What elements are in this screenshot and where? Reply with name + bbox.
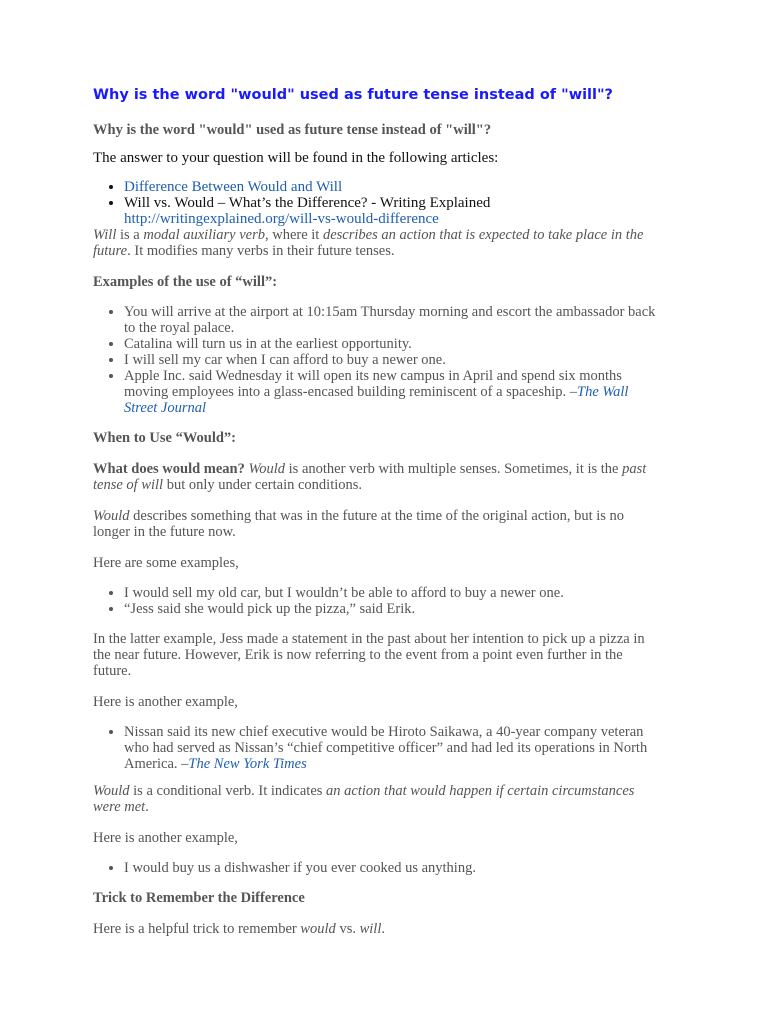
article xyxy=(93,86,663,937)
text-span: Apple Inc. said Wednesday it will open its new campus in April and spend six months moving employees into a glass-encased building reminiscent of a spaceship. – xyxy=(124,368,622,400)
trick-heading: Trick to Remember the Difference xyxy=(93,890,305,906)
article-link-difference[interactable]: Difference Between Would and Will xyxy=(124,179,343,195)
will-word: Will xyxy=(93,227,117,243)
would-word: Would xyxy=(93,508,130,524)
text-span: but only under certain conditions. xyxy=(163,477,363,493)
text-span: Here is a helpful trick to remember xyxy=(93,921,301,937)
question-subtitle: Why is the word "would" used as future tense instead of "will"? xyxy=(93,122,492,138)
nyt-source-link[interactable] xyxy=(188,756,306,772)
will-examples-list xyxy=(93,304,663,416)
modal-term: modal auxiliary verb xyxy=(143,227,265,243)
source-text: The New York Times xyxy=(188,756,307,772)
here-another-example: Here is another example, xyxy=(93,830,238,846)
text-span: is another verb with multiple senses. Sometimes, it is the xyxy=(285,461,623,477)
would-word: Would xyxy=(248,461,286,477)
list-item: • You will arrive at the airport at 10:15am Thursday morning and escort the ambassador back to the royal palace. xyxy=(124,304,663,336)
latter-example-paragraph: In the latter example, Jess made a statement in the past about her intention to pick up a pizza in the near future. However, Erik is now referring to the event from a point even further in the future. xyxy=(93,631,645,679)
page-title: Why is the word "would" used as future tense instead of "will"? xyxy=(93,87,613,103)
examples-will-heading: Examples of the use of “will”: xyxy=(93,274,278,290)
would-describes xyxy=(93,508,663,540)
what-does-would-mean xyxy=(93,461,663,493)
past-tense-phrase: past tense of will xyxy=(93,461,647,493)
would-examples-list xyxy=(93,585,663,617)
list-item xyxy=(124,724,663,772)
will-definition xyxy=(93,227,663,259)
would-word: Would xyxy=(93,783,130,799)
nissan-example-list xyxy=(93,724,663,772)
text-span: , where it xyxy=(264,227,323,243)
list-item: • Catalina will turn us in at the earliest opportunity. xyxy=(124,336,663,352)
trick-paragraph xyxy=(93,921,663,937)
here-some-examples: Here are some examples, xyxy=(93,555,239,571)
will-word: will xyxy=(359,921,382,937)
conditional-paragraph xyxy=(93,783,663,815)
text-span: . xyxy=(381,921,385,937)
article-list xyxy=(93,179,663,227)
text-span: is a xyxy=(116,227,144,243)
text-span: vs. xyxy=(335,921,360,937)
dishwasher-example-list xyxy=(93,860,663,876)
conditional-phrase: an action that would happen if certain circumstances were met xyxy=(93,783,635,815)
text-span: Nissan said its new chief executive would be Hiroto Saikawa, a 40-year company veteran who had served as Nissan’s “chief competitive officer” and had led its operations in North America. – xyxy=(124,724,648,772)
list-item xyxy=(124,195,663,227)
text-span: . xyxy=(145,799,149,815)
article-title-writing-explained: Will vs. Would – What’s the Difference? - Writing Explained xyxy=(124,195,491,211)
describes-phrase: describes an action that is expected to take place in the future xyxy=(93,227,644,259)
text-span: is a conditional verb. It indicates xyxy=(129,783,327,799)
list-item xyxy=(124,368,663,416)
would-word: would xyxy=(300,921,336,937)
answer-intro: The answer to your question will be found in the following articles: xyxy=(93,150,499,166)
when-would-heading: When to Use “Would”: xyxy=(93,430,237,446)
list-item xyxy=(124,179,663,195)
here-another-example: Here is another example, xyxy=(93,694,238,710)
article-link-url[interactable]: http://writingexplained.org/will-vs-would-difference xyxy=(124,211,439,227)
list-item: • I will sell my car when I can afford to buy a newer one. xyxy=(124,352,663,368)
list-item: • I would sell my old car, but I wouldn’t be able to afford to buy a newer one. xyxy=(124,585,663,601)
list-item: • I would buy us a dishwasher if you ever cooked us anything. xyxy=(124,860,663,876)
what-does-label: What does would mean? xyxy=(93,461,245,477)
text-span: describes something that was in the future at the time of the original action, but is no longer in the future now. xyxy=(93,508,625,540)
text-span: . It modifies many verbs in their future tenses. xyxy=(127,243,395,259)
list-item: • “Jess said she would pick up the pizza,” said Erik. xyxy=(124,601,663,617)
source-text: The Wall Street Journal xyxy=(124,384,629,416)
